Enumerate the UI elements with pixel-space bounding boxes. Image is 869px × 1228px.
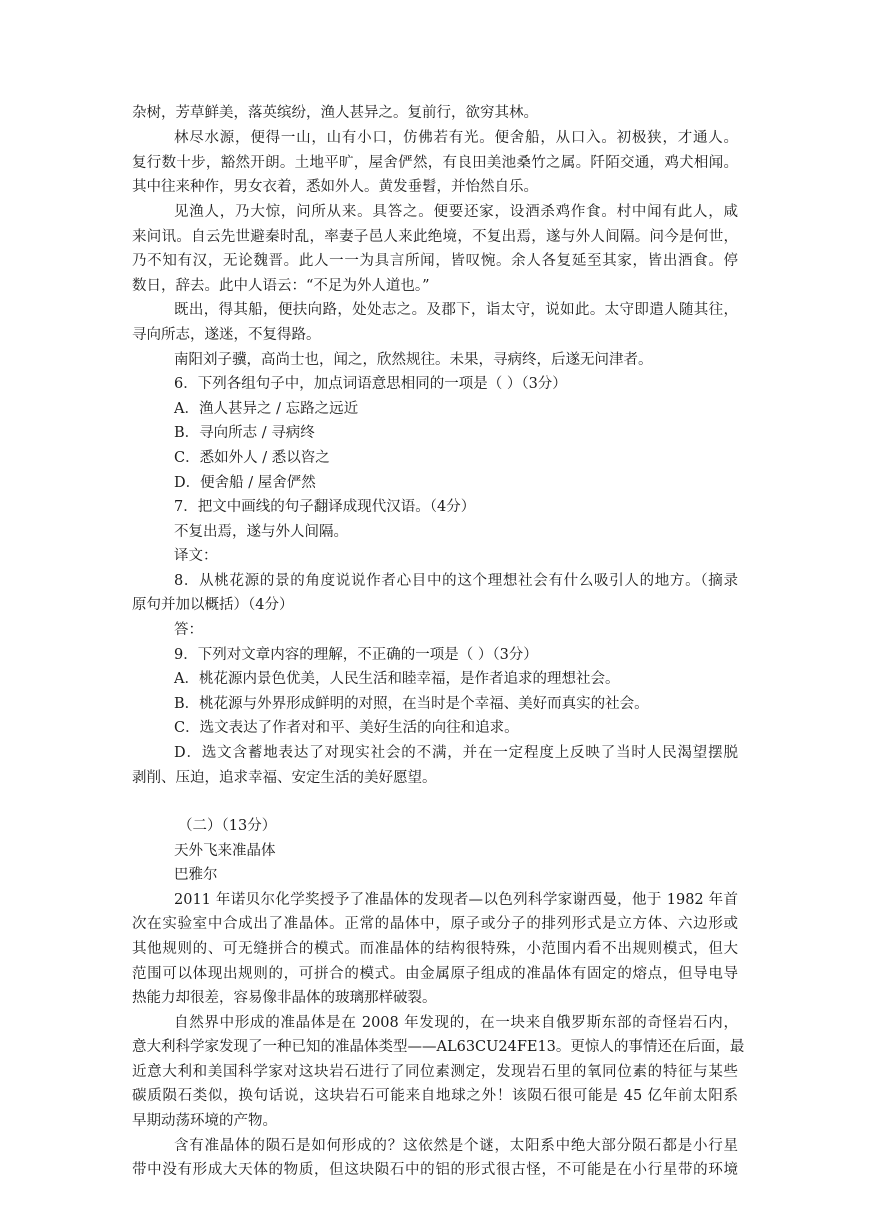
question-6-option-c: C．悉如外人 / 悉以咨之 xyxy=(174,450,330,466)
question-9-option-d: D．选文含蓄地表达了对现实社会的不满，并在一定程度上反映了当时人民渴望摆脱 xyxy=(174,745,738,761)
article-line: 范围可以体现出规则的，可拼合的模式。由金属原子组成的准晶体有固定的熔点，但导电导 xyxy=(132,966,738,982)
question-7-answer-label: 译文： xyxy=(174,548,218,564)
question-8-stem-cont: 原句并加以概括）（4分） xyxy=(132,597,294,613)
passage-line: 林尽水源，便得一山，山有小口，仿佛若有光。便舍船，从口入。初极狭，才通人。 xyxy=(174,130,738,146)
passage-line: 杂树，芳草鲜美，落英缤纷，渔人甚异之。复前行，欲穷其林。 xyxy=(132,105,538,121)
question-9-stem: 9．下列对文章内容的理解，不正确的一项是（ ）（3分） xyxy=(174,647,538,663)
article-author: 巴雅尔 xyxy=(174,867,218,883)
question-7-sentence: 不复出焉，遂与外人间隔。 xyxy=(174,524,348,540)
passage-line: 其中往来种作，男女衣着，悉如外人。黄发垂髫，并怡然自乐。 xyxy=(132,179,538,195)
question-7-stem: 7．把文中画线的句子翻译成现代汉语。（4分） xyxy=(174,499,476,515)
passage-line: 复行数十步，豁然开朗。土地平旷，屋舍俨然，有良田美池桑竹之属。阡陌交通，鸡犬相闻。 xyxy=(132,155,738,171)
article-line: 带中没有形成大天体的物质，但这块陨石中的铝的形式很古怪，不可能是在小行星带的环境 xyxy=(132,1162,738,1178)
article-line: 早期动荡环境的产物。 xyxy=(132,1113,277,1129)
article-title: 天外飞来准晶体 xyxy=(174,843,276,859)
question-8-stem: 8．从桃花源的景的角度说说作者心目中的这个理想社会有什么吸引人的地方。（摘录 xyxy=(174,573,738,589)
article-line: 次在实验室中合成出了准晶体。正常的晶体中，原子或分子的排列形式是立方体、六边形或 xyxy=(132,916,738,932)
question-9-option-b: B．桃花源与外界形成鲜明的对照，在当时是个幸福、美好而真实的社会。 xyxy=(174,696,649,712)
passage-line: 数日，辞去。此中人语云：“不足为外人道也。” xyxy=(132,278,430,294)
article-line: 含有准晶体的陨石是如何形成的？这依然是个谜，太阳系中绝大部分陨石都是小行星 xyxy=(174,1138,738,1154)
passage-line: 见渔人，乃大惊，问所从来。具答之。便要还家，设酒杀鸡作食。村中闻有此人，咸 xyxy=(174,204,738,220)
article-line: 碳质陨石类似，换句话说，这块岩石可能来自地球之外！该陨石很可能是 45 亿年前太阳系 xyxy=(132,1088,738,1104)
question-6-option-d: D．便舍船 / 屋舍俨然 xyxy=(174,475,316,491)
question-8-answer-label: 答： xyxy=(174,622,203,638)
question-6-stem: 6．下列各组句子中，加点词语意思相同的一项是（ ）（3分） xyxy=(174,376,567,392)
passage-line: 来问讯。自云先世避秦时乱，率妻子邑人来此绝境，不复出焉，遂与外人间隔。问今是何世， xyxy=(132,229,738,245)
question-9-option-c: C．选文表达了作者对和平、美好生活的向往和追求。 xyxy=(174,720,519,736)
question-6-option-a: A．渔人甚异之 / 忘路之远近 xyxy=(174,401,359,417)
question-9-option-a: A．桃花源内景色优美，人民生活和睦幸福，是作者追求的理想社会。 xyxy=(174,671,620,687)
article-line: 热能力却很差，容易像非晶体的玻璃那样破裂。 xyxy=(132,990,437,1006)
article-line: 自然界中形成的准晶体是在 2008 年发现的，在一块来自俄罗斯东部的奇怪岩石内， xyxy=(174,1015,738,1031)
passage-line: 南阳刘子骥，高尚士也，闻之，欣然规往。未果，寻病终，后遂无问津者。 xyxy=(174,352,653,368)
passage-line: 乃不知有汉，无论魏晋。此人一一为具言所闻，皆叹惋。余人各复延至其家，皆出酒食。停 xyxy=(132,253,738,269)
article-line: 意大利科学家发现了一种已知的准晶体类型——AL63CU24FE13。更惊人的事情还在后面，最 xyxy=(132,1039,745,1055)
section-heading: （二）（13分） xyxy=(178,818,277,834)
article-line: 2011 年诺贝尔化学奖授予了准晶体的发现者—以色列科学家谢西曼，他于 1982 年首 xyxy=(174,892,738,908)
passage-line: 既出，得其船，便扶向路，处处志之。及郡下，诣太守，说如此。太守即遣人随其往， xyxy=(174,302,738,318)
passage-line: 寻向所志，遂迷，不复得路。 xyxy=(132,327,321,343)
question-6-option-b: B．寻向所志 / 寻病终 xyxy=(174,425,315,441)
question-9-option-d-cont: 剥削、压迫，追求幸福、安定生活的美好愿望。 xyxy=(132,770,437,786)
article-line: 其他规则的、可无缝拼合的模式。而准晶体的结构很特殊，小范围内看不出规则模式，但大 xyxy=(132,941,738,957)
article-line: 近意大利和美国科学家对这块岩石进行了同位素测定，发现岩石里的氧同位素的特征与某些 xyxy=(132,1064,738,1080)
